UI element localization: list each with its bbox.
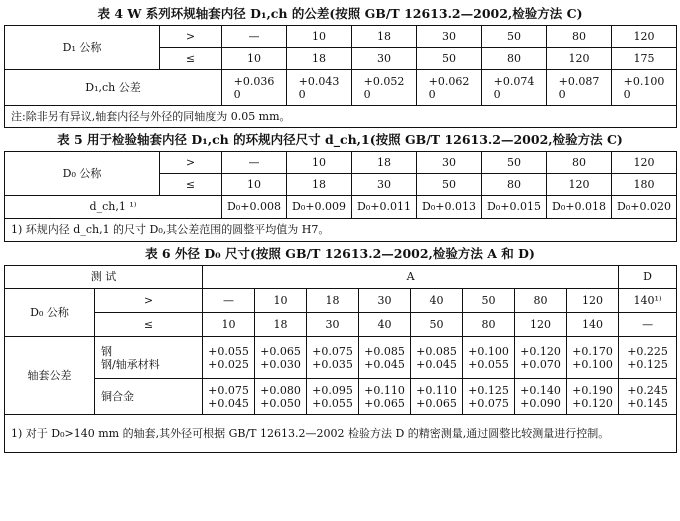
table-cell: 120: [612, 26, 677, 48]
table-cell: 80: [547, 26, 612, 48]
table-cell: D₀+0.011: [352, 196, 417, 219]
table4-row-lower: [5, 26, 677, 48]
table-cell: —: [619, 313, 677, 337]
table-cell: 120: [547, 174, 612, 196]
table-cell: +0.100 +0.055: [463, 337, 515, 379]
table-cell: +0.075 +0.045: [203, 379, 255, 415]
table-cell: 18: [287, 174, 352, 196]
table-cell: +0.087 0: [547, 70, 612, 106]
table-cell: 80: [482, 174, 547, 196]
table6-caption: 表 6 外径 D₀ 尺寸(按照 GB/T 12613.2—2002,检验方法 A 和 D): [145, 246, 535, 261]
table-cell: 140¹⁾: [619, 289, 677, 313]
table6-row-method: [5, 266, 677, 289]
table-cell: +0.225 +0.125: [619, 337, 677, 379]
table6-method-d: D: [619, 266, 677, 289]
table-cell: +0.074 0: [482, 70, 547, 106]
table6-row-upper: [5, 313, 677, 337]
table-cell: 80: [515, 289, 567, 313]
table4-caption: 表 4 W 系列环规轴套内径 D₁,ch 的公差(按照 GB/T 12613.2—2002,检验方法 C): [97, 6, 583, 21]
table-cell: +0.075 +0.035: [307, 337, 359, 379]
table-cell: —: [222, 152, 287, 174]
table-cell: +0.062 0: [417, 70, 482, 106]
table-cell: 175: [612, 48, 677, 70]
table-cell: +0.055 +0.025: [203, 337, 255, 379]
table4-nominal-label: D₁ 公称: [5, 26, 160, 70]
table-cell: 10: [287, 26, 352, 48]
table-cell: +0.110 +0.065: [411, 379, 463, 415]
table4-tolerance-label: D₁,ch 公差: [5, 70, 222, 106]
table-cell: D₀+0.013: [417, 196, 482, 219]
table-cell: 18: [287, 48, 352, 70]
table-cell: —: [203, 289, 255, 313]
table-cell: 18: [307, 289, 359, 313]
table5: [4, 151, 677, 242]
table-cell: +0.043 0: [287, 70, 352, 106]
table6-note: 1) 对于 D₀>140 mm 的轴套,其外径可根据 GB/T 12613.2—2002 检验方法 D 的精密测量,通过圆整比较测量进行控制。: [5, 415, 677, 453]
table-cell: +0.085 +0.045: [359, 337, 411, 379]
table5-gt-symbol: >: [160, 152, 222, 174]
table6-tolerance-label: 轴套公差: [5, 337, 95, 415]
table-cell: 50: [482, 152, 547, 174]
table6-le-symbol: ≤: [95, 313, 203, 337]
table5-row-dims: [5, 196, 677, 219]
table-cell: —: [222, 26, 287, 48]
table4-gt-symbol: >: [160, 26, 222, 48]
table6: [4, 265, 677, 453]
table-cell: 50: [417, 174, 482, 196]
table-cell: 10: [222, 48, 287, 70]
table6-nominal-label: D₀ 公称: [5, 289, 95, 337]
table-cell: +0.125 +0.075: [463, 379, 515, 415]
table-cell: 40: [359, 313, 411, 337]
table6-test-label: 测 试: [5, 266, 203, 289]
table5-row-lower: [5, 152, 677, 174]
table-cell: 180: [612, 174, 677, 196]
table-cell: +0.036 0: [222, 70, 287, 106]
table-cell: 18: [352, 152, 417, 174]
table-cell: +0.245 +0.145: [619, 379, 677, 415]
table-cell: +0.080 +0.050: [255, 379, 307, 415]
table6-row-copper: [5, 379, 677, 415]
table6-copper-label: 铜合金: [95, 379, 203, 415]
table4-note: 注:除非另有异议,轴套内径与外径的同轴度为 0.05 mm。: [5, 106, 677, 128]
table-cell: 30: [352, 174, 417, 196]
table-cell: 140: [567, 313, 619, 337]
table-cell: 50: [463, 289, 515, 313]
table5-le-symbol: ≤: [160, 174, 222, 196]
table-cell: +0.120 +0.070: [515, 337, 567, 379]
table5-note-row: [5, 219, 677, 242]
table-cell: D₀+0.008: [222, 196, 287, 219]
table-cell: +0.190 +0.120: [567, 379, 619, 415]
table-cell: 120: [567, 289, 619, 313]
table5-nominal-label: D₀ 公称: [5, 152, 160, 196]
table-cell: 30: [352, 48, 417, 70]
table5-dim-label: d_ch,1 ¹⁾: [5, 196, 222, 219]
table6-steel-label: 钢 钢/轴承材料: [95, 337, 203, 379]
table-cell: 40: [411, 289, 463, 313]
table-cell: 30: [359, 289, 411, 313]
table-cell: 30: [307, 313, 359, 337]
table-cell: D₀+0.009: [287, 196, 352, 219]
table4: [4, 25, 677, 128]
table-cell: 50: [482, 26, 547, 48]
table6-row-lower: [5, 289, 677, 313]
table-cell: +0.052 0: [352, 70, 417, 106]
table-cell: 80: [482, 48, 547, 70]
table-cell: +0.085 +0.045: [411, 337, 463, 379]
table-cell: +0.140 +0.090: [515, 379, 567, 415]
table-cell: 18: [255, 313, 307, 337]
table-cell: 80: [547, 152, 612, 174]
table4-row-tolerance: [5, 70, 677, 106]
table-cell: 120: [612, 152, 677, 174]
table-cell: 30: [417, 26, 482, 48]
table-cell: 10: [287, 152, 352, 174]
table6-gt-symbol: >: [95, 289, 203, 313]
table-cell: 18: [352, 26, 417, 48]
table-cell: 80: [463, 313, 515, 337]
table-cell: +0.100 0: [612, 70, 677, 106]
table-cell: 10: [255, 289, 307, 313]
table5-caption: 表 5 用于检验轴套内径 D₁,ch 的环规内径尺寸 d_ch,1(按照 GB/T 12613.2—2002,检验方法 C): [57, 132, 623, 147]
table5-note: 1) 环规内径 d_ch,1 的尺寸 D₀,其公差范围的圆整平均值为 H7。: [5, 219, 677, 242]
table-cell: +0.095 +0.055: [307, 379, 359, 415]
table-cell: +0.065 +0.030: [255, 337, 307, 379]
table-cell: +0.170 +0.100: [567, 337, 619, 379]
table-cell: 10: [203, 313, 255, 337]
table-cell: D₀+0.015: [482, 196, 547, 219]
table6-note-row: [5, 415, 677, 453]
table4-note-row: [5, 106, 677, 128]
table-cell: 10: [222, 174, 287, 196]
table-cell: D₀+0.020: [612, 196, 677, 219]
table-cell: 30: [417, 152, 482, 174]
table-cell: 120: [515, 313, 567, 337]
table-cell: 50: [411, 313, 463, 337]
table6-row-steel: [5, 337, 677, 379]
table-cell: 120: [547, 48, 612, 70]
table-cell: D₀+0.018: [547, 196, 612, 219]
table4-le-symbol: ≤: [160, 48, 222, 70]
table6-method-a: A: [203, 266, 619, 289]
table-cell: +0.110 +0.065: [359, 379, 411, 415]
table-cell: 50: [417, 48, 482, 70]
